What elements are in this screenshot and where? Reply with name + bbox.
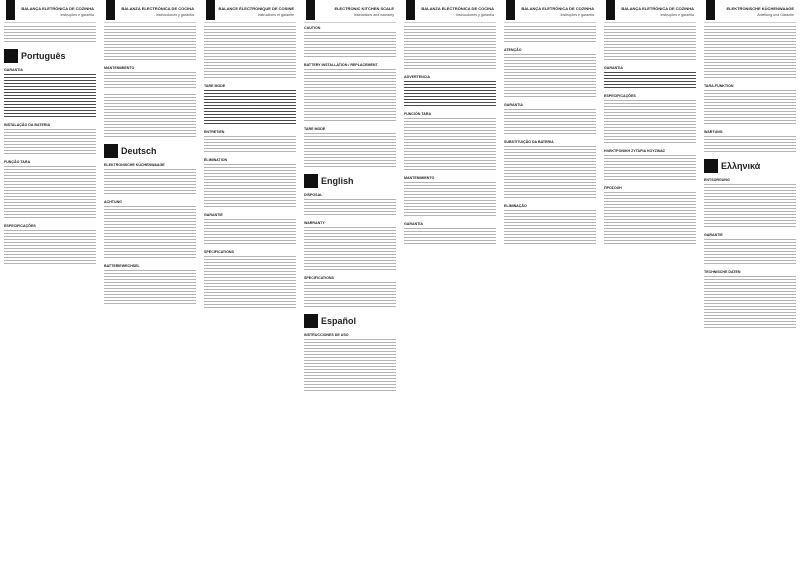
section <box>304 333 396 393</box>
language-banner <box>304 173 396 189</box>
language-banner <box>104 143 196 159</box>
body-text <box>504 54 596 99</box>
body-text <box>104 206 196 260</box>
column-title: BALANÇA ELETRÓNICA DE COZINHA <box>21 6 94 11</box>
section <box>704 130 796 154</box>
body-text <box>204 136 296 154</box>
body-text <box>104 94 196 139</box>
column-title: BALANZA ELECTRÓNICA DE COCINA <box>421 6 494 11</box>
section-heading: GARANTÍA <box>404 222 423 226</box>
body-text <box>204 164 296 209</box>
section <box>104 200 196 260</box>
column-subtitle: Anleitung und Garantie <box>757 13 794 17</box>
section <box>204 250 296 310</box>
section <box>604 26 696 62</box>
language-marker-icon <box>104 144 118 158</box>
column-title: ELECTRONIC KITCHEN SCALE <box>334 6 394 11</box>
header-block-icon <box>606 0 615 20</box>
section <box>4 123 96 156</box>
language-banner <box>4 48 96 64</box>
section <box>504 140 596 200</box>
section-heading: CAUTION <box>304 26 321 30</box>
body-text <box>304 69 396 123</box>
section <box>304 193 396 217</box>
body-text <box>604 72 696 90</box>
column-subtitle: Instruções e garantia <box>560 13 594 17</box>
section <box>4 160 96 220</box>
body-text <box>504 26 596 44</box>
section-heading: DISPOSAL <box>304 193 323 197</box>
language-name: Deutsch <box>121 146 157 156</box>
section <box>204 84 296 126</box>
body-text <box>404 228 496 246</box>
section <box>504 204 596 246</box>
section-heading: SPÉCIFICATIONS <box>204 250 234 254</box>
section-heading: INSTRUCCIONES DE USO <box>304 333 349 337</box>
section-heading: ESPECIFICAÇÕES <box>604 94 636 98</box>
section <box>104 66 196 90</box>
section-heading: INSTALAÇÃO DA BATERIA <box>4 123 51 127</box>
section-heading: TECHNISCHE DATEN <box>704 270 741 274</box>
body-text <box>704 184 796 229</box>
column-header <box>604 0 696 23</box>
header-block-icon <box>306 0 315 20</box>
column-title: BALANZA ELECTRÓNICA DE COCINA <box>121 6 194 11</box>
section <box>704 178 796 229</box>
column-header <box>704 0 796 23</box>
section <box>4 68 96 119</box>
body-text <box>504 210 596 246</box>
body-text <box>204 256 296 310</box>
language-name: Español <box>321 316 357 326</box>
column-subtitle: Instrucciones y garantía <box>155 13 194 17</box>
section <box>304 63 396 123</box>
body-text <box>304 199 396 217</box>
section-heading: FUNÇÃO TARA <box>4 160 31 164</box>
header-block-icon <box>106 0 115 20</box>
body-text <box>404 118 496 172</box>
section-heading: TARA-FUNKTION <box>704 84 734 88</box>
body-text <box>204 90 296 126</box>
section-heading: ELEKTRONISCHE KÜCHENWAAGE <box>104 163 165 167</box>
body-text <box>204 219 296 246</box>
column-header <box>504 0 596 23</box>
section <box>504 103 596 136</box>
section-heading: GARANTIA <box>504 103 523 107</box>
section-heading: BATTERIEWECHSEL <box>104 264 140 268</box>
section-heading: GARANTIA <box>4 68 23 72</box>
language-banner <box>304 313 396 329</box>
section-heading: ENTSORGUNG <box>704 178 730 182</box>
section <box>4 224 96 266</box>
language-marker-icon <box>704 159 718 173</box>
section-heading: ENTRETIEN <box>204 130 225 134</box>
section <box>304 221 396 272</box>
section <box>204 213 296 246</box>
body-text <box>504 146 596 200</box>
section <box>304 26 396 59</box>
section <box>404 176 496 218</box>
body-text <box>4 74 96 119</box>
section-heading: SUBSTITUIÇÃO DA BATERIA <box>504 140 554 144</box>
column-title: BALANCE ÉLECTRONIQUE DE COSINE <box>218 6 294 11</box>
section-heading: GARANTIE <box>204 213 223 217</box>
body-text <box>704 276 796 330</box>
manual-column <box>2 0 98 562</box>
body-text <box>304 227 396 272</box>
body-text <box>4 166 96 220</box>
body-text <box>704 136 796 154</box>
column-header <box>404 0 496 23</box>
manual-column <box>702 0 798 562</box>
section-heading: ESPECIFICAÇÕES <box>4 224 36 228</box>
language-marker-icon <box>304 314 318 328</box>
section-heading: GARANTIA <box>604 66 623 70</box>
section <box>304 127 396 169</box>
header-block-icon <box>206 0 215 20</box>
column-header <box>204 0 296 23</box>
header-block-icon <box>406 0 415 20</box>
body-text <box>204 26 296 80</box>
section-heading: ADVERTENCIA <box>404 75 430 79</box>
column-subtitle: Instructions and warranty <box>353 13 394 17</box>
body-text <box>604 155 696 182</box>
header-block-icon <box>706 0 715 20</box>
section <box>704 84 796 126</box>
section-heading: ELIMINAÇÃO <box>504 204 527 208</box>
body-text <box>304 282 396 309</box>
section-heading: ATENÇÃO <box>504 48 522 52</box>
body-text <box>104 72 196 90</box>
section-heading: ÉLIMINATION <box>204 158 228 162</box>
section <box>404 75 496 108</box>
body-text <box>704 90 796 126</box>
body-text <box>304 133 396 169</box>
body-text <box>404 26 496 71</box>
section-heading: ΠΡΟΣΟΧΗ <box>604 186 622 190</box>
header-block-icon <box>6 0 15 20</box>
manual-column <box>602 0 698 562</box>
body-text <box>404 182 496 218</box>
body-text <box>304 32 396 59</box>
section <box>4 26 96 44</box>
section-heading: BATTERY INSTALLATION / REPLACEMENT <box>304 63 378 67</box>
section <box>404 26 496 71</box>
section-heading: WARRANTY <box>304 221 325 225</box>
section-heading: TARE MODE <box>204 84 226 88</box>
section-heading: WARTUNG <box>704 130 723 134</box>
column-subtitle: Instruções e garantia <box>660 13 694 17</box>
body-text <box>304 339 396 393</box>
section <box>604 149 696 182</box>
section <box>104 26 196 62</box>
section <box>504 48 596 99</box>
column-header <box>4 0 96 23</box>
section-heading: ACHTUNG <box>104 200 122 204</box>
body-text <box>104 270 196 306</box>
body-text <box>504 109 596 136</box>
language-marker-icon <box>4 49 18 63</box>
section <box>704 270 796 330</box>
column-title: ELEKTRONISCHE KÜCHENWAAGE <box>726 6 794 11</box>
column-subtitle: Instruções e garantia <box>60 13 94 17</box>
body-text <box>604 26 696 62</box>
section <box>704 233 796 266</box>
manual-column <box>202 0 298 562</box>
language-name: Português <box>21 51 66 61</box>
body-text <box>4 230 96 266</box>
section <box>204 158 296 209</box>
section <box>404 222 496 246</box>
language-name: English <box>321 176 354 186</box>
section-heading: FUNCIÓN TARA <box>404 112 432 116</box>
section <box>504 26 596 44</box>
column-title: BALANÇA ELETRÓNICA DE COZINHA <box>621 6 694 11</box>
header-block-icon <box>506 0 515 20</box>
column-header <box>304 0 396 23</box>
section <box>604 66 696 90</box>
section <box>404 112 496 172</box>
body-text <box>704 26 796 80</box>
body-text <box>604 100 696 145</box>
section <box>704 26 796 80</box>
body-text <box>404 81 496 108</box>
body-text <box>4 129 96 156</box>
section <box>204 26 296 80</box>
section-heading: TARE MODE <box>304 127 326 131</box>
section-heading: GARANTIE <box>704 233 723 237</box>
body-text <box>604 192 696 246</box>
section-heading: MANTENIMIENTO <box>104 66 135 70</box>
body-text <box>4 26 96 44</box>
column-header <box>104 0 196 23</box>
section <box>304 276 396 309</box>
body-text <box>104 26 196 62</box>
language-name: Ελληνικά <box>721 161 761 171</box>
manual-column <box>102 0 198 562</box>
section <box>104 264 196 306</box>
section <box>604 94 696 145</box>
body-text <box>104 169 196 196</box>
section-heading: SPECIFICATIONS <box>304 276 334 280</box>
section <box>104 94 196 139</box>
column-subtitle: Instructions et garantie <box>257 13 294 17</box>
manual-column <box>502 0 598 562</box>
section-heading: ΗΛΕΚΤΡΟΝΙΚΗ ΖΥΓΑΡΙΑ ΚΟΥΖΙΝΑΣ <box>604 149 666 153</box>
column-subtitle: Instrucciones y garantía <box>455 13 494 17</box>
language-banner <box>704 158 796 174</box>
section <box>204 130 296 154</box>
language-marker-icon <box>304 174 318 188</box>
manual-column <box>402 0 498 562</box>
column-title: BALANÇA ELETRÓNICA DE COZINHA <box>521 6 594 11</box>
section <box>104 163 196 196</box>
section-heading: MANTENIMIENTO <box>404 176 435 180</box>
body-text <box>704 239 796 266</box>
section <box>604 186 696 246</box>
manual-column <box>302 0 398 562</box>
